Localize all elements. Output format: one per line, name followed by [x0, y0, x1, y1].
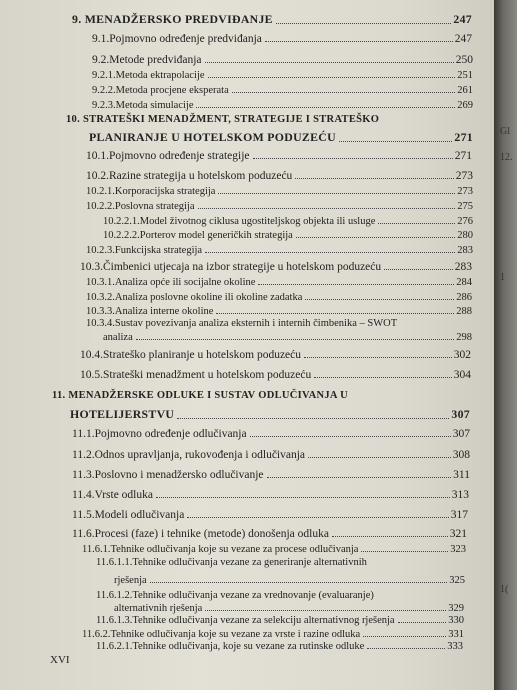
toc-entry: 10.2.2.2.Porterov model generičkih strategija 280	[103, 230, 473, 241]
toc-entry: 10.2.Razine strategija u hotelskom poduzeću 273	[86, 170, 473, 182]
edge-mark: 1	[500, 272, 505, 283]
toc-chapter-10-line1: 10. STRATEŠKI MENADŽMENT, STRATEGIJE I STRATEŠKO	[66, 114, 380, 125]
next-page-edge	[494, 0, 517, 690]
toc-entry: 10.2.2.1.Model životnog ciklusa ugostiteljskog objekta ili usluge 276	[103, 216, 473, 227]
toc-entry: 9.2.Metode predviđanja 250	[92, 54, 473, 66]
edge-mark: Gl	[500, 126, 510, 137]
toc-entry: rješenja 325	[114, 575, 465, 586]
toc-chapter-11: HOTELIJERSTVU 307	[70, 407, 470, 421]
toc-entry: 10.2.1.Korporacijska strategija 273	[86, 186, 473, 197]
toc-entry-line1: 10.3.4.Sustav povezivanja analiza eksternih i internih čimbenika – SWOT	[86, 318, 398, 329]
toc-entry: 11.2.Odnos upravljanja, rukovođenja i odlučivanja 308	[72, 449, 470, 461]
toc-entry: 10.2.2.Poslovna strategija 275	[86, 201, 473, 212]
toc-chapter-9: 9. MENADŽERSKO PREDVIĐANJE 247	[72, 12, 472, 26]
toc-chapter-10: PLANIRANJE U HOTELSKOM PODUZEĆU 271	[89, 130, 473, 144]
toc-chapter-11-line1: 11. MENADŽERSKE ODLUKE I SUSTAV ODLUČIVANJA U	[52, 390, 348, 401]
toc-entry: 10.3.2.Analiza poslovne okoline ili okoline zadatka 286	[86, 292, 472, 303]
toc-entry: 9.1.Pojmovno određenje predviđanja 247	[92, 33, 472, 45]
page-number: XVI	[50, 654, 70, 666]
toc-entry: 11.5.Modeli odlučivanja 317	[72, 509, 468, 521]
toc-entry: 11.6.1.Tehnike odlučivanja koje su vezane za procese odlučivanja 323	[82, 544, 466, 555]
toc-entry: 9.2.2.Metoda procjene eksperata 261	[92, 85, 473, 96]
toc-entry: analiza 298	[103, 332, 472, 343]
toc-entry: 10.2.3.Funkcijska strategija 283	[86, 245, 473, 256]
toc-entry: 11.6.2.1.Tehnike odlučivanja, koje su vezane za rutinske odluke 333	[96, 641, 463, 652]
toc-entry: 11.6.1.3.Tehnike odlučivanja vezane za selekciju alternativnog rješenja 330	[96, 615, 464, 626]
toc-entry: 11.4.Vrste odluka 313	[72, 489, 469, 501]
edge-mark: 12.	[500, 152, 513, 163]
toc-entry: 9.2.1.Metoda ektrapolacije 251	[92, 70, 473, 81]
toc-entry: 10.3.3.Analiza interne okoline 288	[86, 306, 472, 317]
toc-entry: 10.5.Strateški menadžment u hotelskom poduzeću 304	[80, 369, 471, 381]
toc-entry: alternativnih rješenja 329	[114, 603, 464, 614]
toc-entry: 9.2.3.Metoda simulacije 269	[92, 100, 473, 111]
toc-entry: 11.3.Poslovno i menadžersko odlučivanje 311	[72, 469, 470, 481]
toc-entry: 11.6.Procesi (faze) i tehnike (metode) donošenja odluka 321	[72, 528, 467, 540]
toc-entry: 11.6.2.Tehnike odlučivanja koje su vezane za vrste i razine odluka 331	[82, 629, 464, 640]
toc-entry-line1: 11.6.1.2.Tehnike odlučivanja vezane za vrednovanje (evaluaranje)	[96, 590, 374, 601]
toc-entry: 10.4.Strateško planiranje u hotelskom poduzeću 302	[80, 349, 471, 361]
toc-entry: 10.3.1.Analiza opće ili socijalne okoline 284	[86, 277, 472, 288]
toc-entry-line1: 11.6.1.1.Tehnike odlučivanja vezane za generiranje alternativnih	[96, 557, 367, 568]
toc-entry: 11.1.Pojmovno određenje odlučivanja 307	[72, 428, 470, 440]
edge-mark: 1(	[500, 584, 509, 595]
toc-entry: 10.1.Pojmovno određenje strategije 271	[86, 150, 472, 162]
toc-entry: 10.3.Čimbenici utjecaja na izbor strategije u hotelskom poduzeću 283	[80, 261, 472, 273]
